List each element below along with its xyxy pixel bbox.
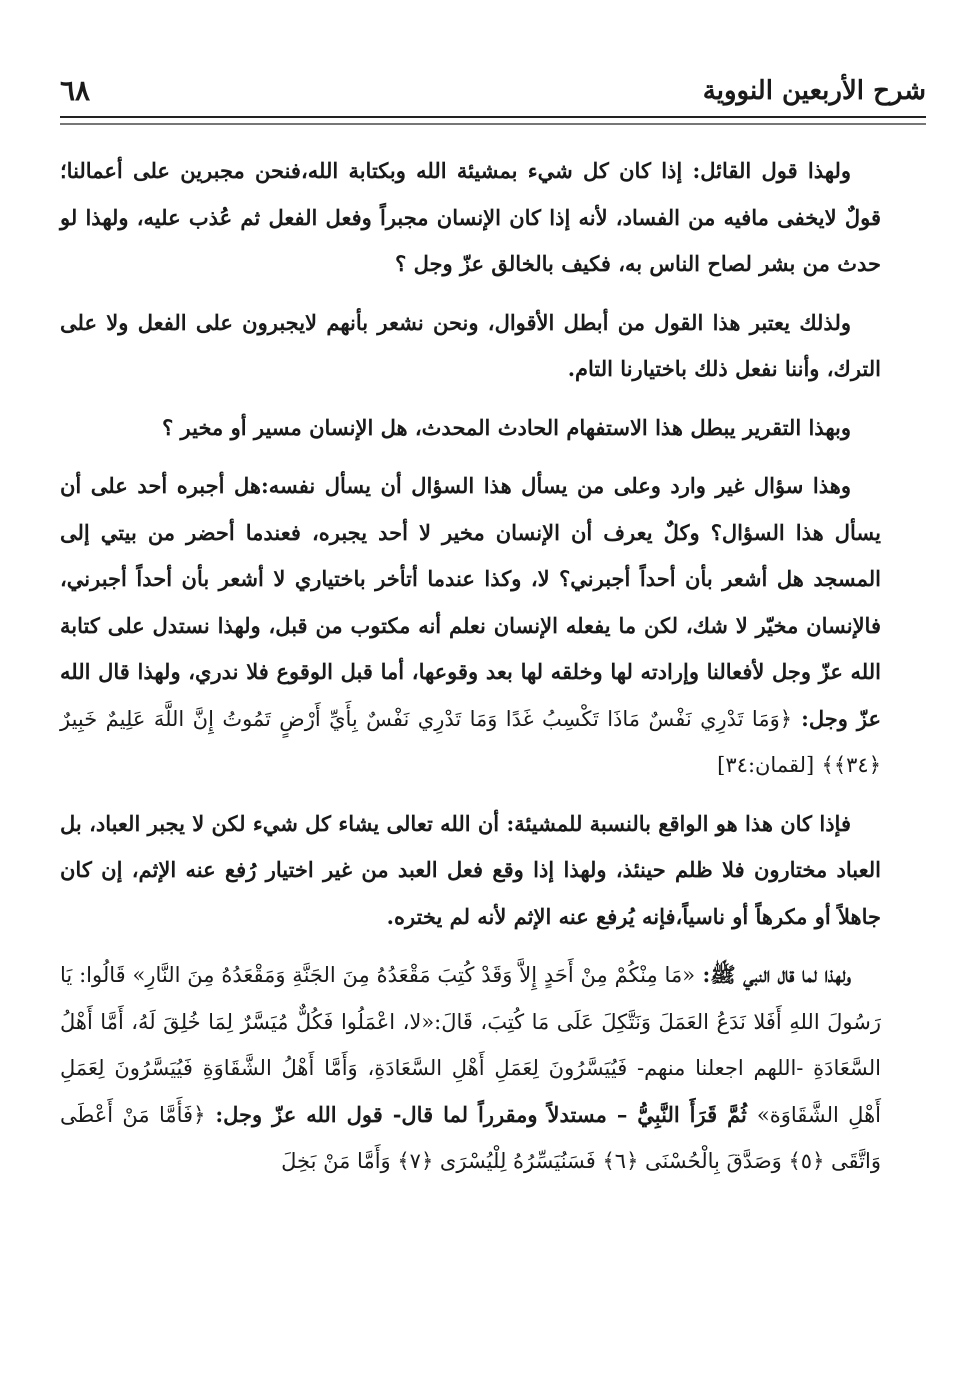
paragraph-text-continued: ثُمَّ قَرَأَ النَّبِيُّ – مستدلاً ومقرراً لما قال- قول الله عزّ وجل:	[215, 1101, 747, 1127]
paragraph-text: فإذا كان هذا هو الواقع بالنسبة للمشيئة: أن الله تعالى يشاء كل شيء لكن لا يجبر العباد، بل العباد مختارون فلا ظلم حينئذ، ولهذا إذا وقع فعل العبد من غير اختيار رُفع عنه الإثم، إن كان جاهلاً أو مكرهاً أو ناسياً،فإنه يُرفع عنه الإثم لأنه لم يختره.	[60, 810, 881, 929]
paragraph-1	[60, 148, 881, 288]
book-title: شرح الأربعين النووية	[702, 76, 926, 106]
quran-verse: ﴿فَأَمَّا مَنْ أَعْطَى وَاتَّقَى ﴿٥﴾ وَصَدَّقَ بِالْحُسْنَى ﴿٦﴾ فَسَنُيَسِّرُهُ لِلْيُسْرَى ﴿٧﴾ وَأَمَّا مَنْ بَخِلَ	[60, 1102, 881, 1173]
paragraph-3	[60, 405, 881, 452]
page-header	[60, 62, 926, 122]
paragraph-text: ولهذا لما قال النبي ﷺ:	[702, 962, 851, 987]
paragraph-4	[60, 463, 881, 789]
paragraph-6	[60, 952, 881, 1185]
hadith-quote: «مَا مِنْكُمْ مِنْ أَحَدٍ إِلاَّ وَقَدْ كُتِبَ مَقْعَدُهُ مِنَ الجَنَّةِ وَمَقْعَدُهُ مِنَ النَّارِ» قَالُوا: يَا رَسُولَ اللهِ أَفَلا نَدَعُ العَمَلَ وَنَتَّكِلَ عَلَى مَا كُتِبَ، قَالَ:«لا، اعْمَلُوا فَكُلٌّ مُيَسَّرٌ لِمَا خُلِقَ لَهُ، أَمَّا أَهْلُ السَّعَادَةِ -اللهم اجعلنا منهم- فَيُيَسَّرُونَ لِعَمَلِ أَهْلِ السَّعَادَةِ، وَأَمَّا أَهْلُ الشَّقَاوَةِ فَيُيَسَّرُونَ لِعَمَلِ أَهْلِ الشَّقَاوَة»	[60, 963, 881, 1127]
header-divider	[60, 116, 926, 125]
page-number: ٦٨	[60, 74, 91, 107]
quran-verse: ﴿وَمَا تَدْرِي نَفْسٌ مَاذَا تَكْسِبُ غَدًا وَمَا تَدْرِي نَفْسٌ بِأَيِّ أَرْضٍ تَمُوتُ إِنَّ اللَّهَ عَلِيمٌ خَبِيرٌ ﴿٣٤﴾﴾	[60, 706, 881, 777]
paragraph-2	[60, 300, 881, 393]
paragraph-text: ولهذا قول القائل: إذا كان كل شيء بمشيئة الله وبكتابة الله،فنحن مجبرين على أعمالنا؛ قولٌ لايخفى مافيه من الفساد، لأنه إذا كان الإنسان مجبراً وفعل الفعل ثم عُذب عليه، ولهذا لو حدث من بشر لصاح الناس به، فكيف بالخالق عزّ وجل ؟	[60, 158, 881, 276]
paragraph-text: وهذا سؤال غير وارد وعلى من يسأل هذا السؤال أن يسأل نفسه:هل أجبره أحد على أن يسأل هذا السؤال؟ وكلٌ يعرف أن الإنسان مخير لا أحد يجبره، فعندما أحضر من بيتي إلى المسجد هل أشعر بأن أحداً أجبرني؟ لا، وكذا عندما أتأخر باختياري لا أشعر بأن أحداً أجبرني، فالإنسان مخيّر لا شك، لكن ما يفعله الإنسان نعلم أنه مكتوب من قبل، ولهذا نستدل على كتابة الله عزّ وجل لأفعالنا وإرادته لها وخلقه لها بعد وقوعها، أما قبل الوقوع فلا ندري، ولهذا قال الله عزّ وجل:	[60, 473, 881, 731]
paragraph-5	[60, 801, 881, 941]
verse-reference: [لقمان:٣٤]	[717, 753, 815, 777]
paragraph-text: ولذلك يعتبر هذا القول من أبطل الأقوال، ونحن نشعر بأنهم لايجبرون على الفعل ولا على الترك، وأننا نفعل ذلك باختيارنا التام.	[60, 309, 881, 381]
page-body	[60, 148, 881, 1197]
paragraph-text: وبهذا التقرير يبطل هذا الاستفهام الحادث المحدث، هل الإنسان مسير أو مخير ؟	[162, 414, 851, 440]
